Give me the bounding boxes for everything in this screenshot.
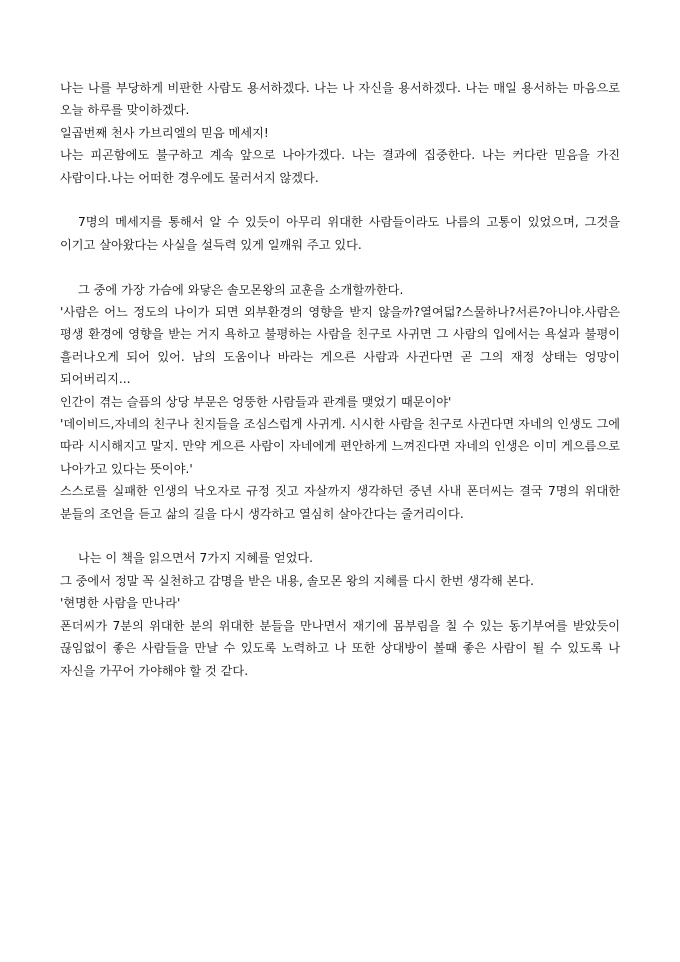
paragraph-seven-messages-summary: 7명의 메세지를 통해서 알 수 있듯이 아무리 위대한 사람들이라도 나름의 고통이 있었으며, 그것을 이기고 살아왔다는 사실을 설득력 있게 일깨워 주고 있다. bbox=[60, 215, 620, 252]
paragraph-faith-message: 나는 피곤함에도 불구하고 계속 앞으로 나아가겠다. 나는 결과에 집중한다. 나는 커다란 믿음을 가진 사람이다.나는 어떠한 경우에도 물러서지 않겠다. bbox=[60, 148, 620, 185]
paragraph-spacer bbox=[60, 525, 620, 547]
paragraph-meet-wise-people: '현명한 사람을 만나라' bbox=[60, 596, 181, 611]
paragraph-solomon-quote-david: '데이비드,자네의 친구나 친지들을 조심스럽게 사귀게. 시시한 사람을 친구로 사귄다면 자네의 인생도 그에 따라 시시해지고 말지. 만약 게으른 사람이 자네에게 편안하게 느껴진다면 자네의 인생은 이미 게으름으로 나아가고 있다는 뜻이야.' bbox=[60, 417, 620, 476]
paragraph-seven-wisdoms: 나는 이 책을 읽으면서 7가지 지혜를 얻었다. bbox=[78, 551, 314, 566]
document-body bbox=[60, 77, 620, 682]
paragraph-seventh-angel-heading: 일곱번째 천사 가브리엘의 믿음 메세지! bbox=[60, 125, 269, 140]
paragraph-plot-summary: 스스로를 실패한 인생의 낙오자로 규정 짓고 자살까지 생각하던 중년 사내 폰더씨는 결국 7명의 위대한 분들의 조언을 듣고 삶의 길을 다시 생각하고 열심히 살아간다는 줄거리이다. bbox=[60, 484, 620, 521]
paragraph-solomon-quote-environment: '사람은 어느 정도의 나이가 되면 외부환경의 영향을 받지 않을까?열여덟?스물하나?서른?아니야.사람은 평생 환경에 영향을 받는 거지 욕하고 불평하는 사람을 친구로 사귀면 그 사람의 입에서는 욕설과 불평이 흘러나오게 되어 있어. 남의 도움이나 바라는 게으른 사람과 사귄다면 곧 그의 재정 상태는 엉망이 되어버리지... bbox=[60, 305, 620, 387]
paragraph-forgiveness: 나는 나를 부당하게 비판한 사람도 용서하겠다. 나는 나 자신을 용서하겠다. 나는 매일 용서하는 마음으로 오늘 하루를 맞이하겠다. bbox=[60, 81, 620, 118]
paragraph-solomon-intro: 그 중에 가장 가슴에 와닿은 솔모몬왕의 교훈을 소개할까한다. bbox=[78, 282, 404, 297]
paragraph-spacer bbox=[60, 189, 620, 211]
paragraph-solomon-wisdom-reflection: 그 중에서 정말 꼭 실천하고 감명을 받은 내용, 솔모몬 왕의 지혜를 다시 한번 생각해 본다. bbox=[60, 573, 535, 588]
paragraph-spacer bbox=[60, 256, 620, 278]
paragraph-solomon-quote-sorrow: 인간이 겪는 슬픔의 상당 부문은 엉뚱한 사람들과 관계를 맺었기 때문이야' bbox=[60, 394, 452, 409]
paragraph-conclusion: 폰더씨가 7분의 위대한 분의 위대한 분들을 만나면서 재기에 몸부림을 칠 수 있는 동기부여를 받았듯이 끊임없이 좋은 사람들을 만날 수 있도록 노력하고 나 또한 상대방이 볼때 좋은 사람이 될 수 있도록 나 자신을 가꾸어 가야해야 할 것 같다. bbox=[60, 618, 620, 678]
